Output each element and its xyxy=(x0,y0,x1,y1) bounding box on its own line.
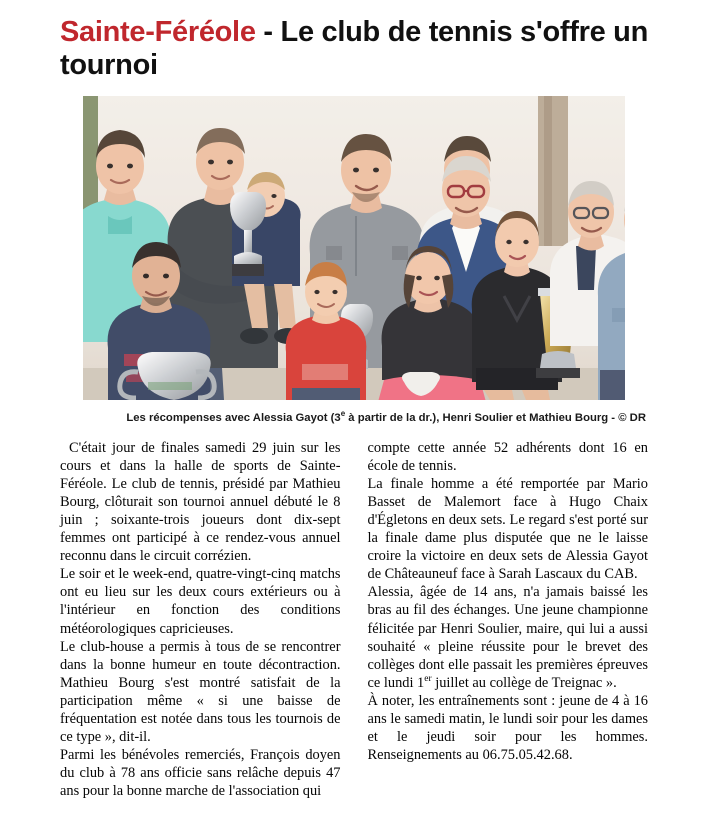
paragraph: À noter, les entraînements sont : jeune de 4 à 16 ans le samedi matin, le lundi soir pour les dames et le jeudi soir pour les hommes. Renseignements au 06.75.05.42.68. xyxy=(367,692,648,764)
paragraph: Alessia, âgée de 14 ans, n'a jamais baissé les bras au fil des échanges. Une jeune championne félicitée par Henri Soulier, maire, qui lui a aussi souhaité « pleine réussite pour le brevet des collèges dont elle passait les premières épreuves ce lundi 1er juillet au collège de Treignac ». xyxy=(367,584,648,691)
headline-title: Le club de tennis s'offre un tournoi xyxy=(60,16,649,82)
photo-caption xyxy=(60,409,648,426)
caption-text-rest: à partir de la dr.), Henri Soulier et Mathieu Bourg - © xyxy=(345,411,627,424)
article-photo-container xyxy=(60,96,648,400)
photo-credit: DR xyxy=(629,411,646,424)
team-photo-illustration xyxy=(83,96,625,400)
column-left xyxy=(60,439,341,801)
headline-kicker: Sainte-Féréole xyxy=(60,16,256,48)
paragraph: compte cette année 52 adhérents dont 16 en école de tennis. xyxy=(367,439,648,474)
team-photo xyxy=(83,96,625,400)
headline-separator: - xyxy=(255,16,281,48)
article-headline xyxy=(60,0,648,82)
paragraph: Parmi les bénévoles remerciés, François doyen du club à 78 ans officie sans relâche depuis 47 ans pour la bonne marche de l'association qui xyxy=(60,747,341,800)
paragraph: Le club-house a permis à tous de se rencontrer dans la bonne humeur en toute décontraction. Mathieu Bourg s'est montré satisfait de la participation même « si une baisse de fréquentation est notée dans tous les tournois de ce type », dit-il. xyxy=(60,638,341,746)
paragraph: C'était jour de finales samedi 29 juin sur les cours et dans la halle de sports de Sainte-Féréole. Le club de tennis, présidé par Mathieu Bourg, clôturait son tournoi annuel débuté le 8 juin ; soixante-trois joueurs dont dix-sept femmes ont participé à ce rendez-vous annuel reconnu dans le circuit corrézien. xyxy=(60,439,341,565)
column-right xyxy=(368,439,649,801)
paragraph: Le soir et le week-end, quatre-vingt-cinq matchs ont eu lieu sur les deux cours extérieurs ou à l'intérieur en fonction des conditions météorologiques capricieuses. xyxy=(60,566,341,637)
caption-text: Les récompenses avec Alessia Gayot (3 xyxy=(126,411,341,424)
paragraph: La finale homme a été remportée par Mario Basset de Malemort face à Hugo Chaix d'Égletons en deux sets. Le regard s'est porté sur la finale dame plus disputée que ne le laisse croire la victoire en deux sets de Alessia Gayot de Châteauneuf face à Sarah Lascaux du CAB. xyxy=(367,475,648,583)
caption-ordinal-suffix: e xyxy=(340,409,346,419)
article-body xyxy=(60,439,648,801)
